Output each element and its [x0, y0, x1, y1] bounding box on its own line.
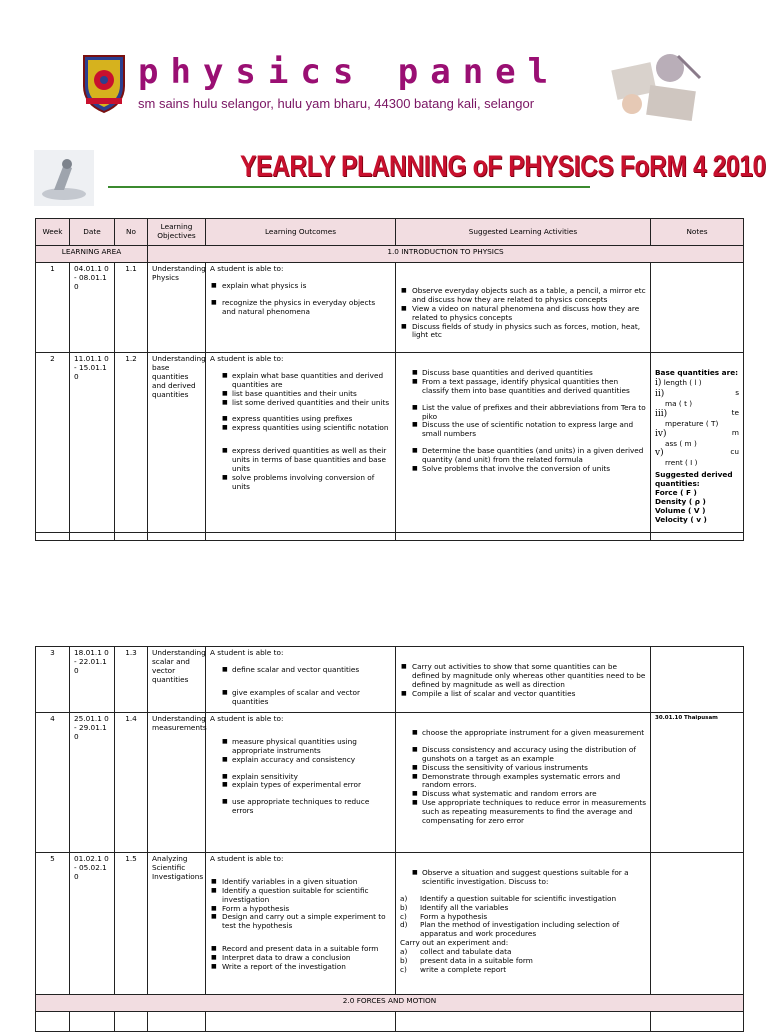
table-header-row	[36, 219, 744, 246]
week-cell: 2	[36, 353, 70, 533]
outcome-intro: A student is able to:	[210, 648, 284, 657]
activity-subitem: c) Form a hypothesis	[400, 911, 488, 921]
no-cell: 1.4	[115, 713, 148, 853]
table-row	[36, 647, 744, 713]
table-row	[36, 533, 744, 541]
date-cell: 04.01.1 0 - 08.01.1 0	[70, 263, 115, 353]
yearly-planning-title: YEARLY PLANNING oF PHYSICS FoRM 4 2010	[240, 150, 766, 183]
outcome-intro: A student is able to:	[210, 354, 284, 363]
learning-area-row	[36, 995, 744, 1012]
note-numeral: ii)	[655, 388, 665, 399]
outcome-item: ■ explain sensitivity	[210, 773, 391, 782]
date-cell: 11.01.1 0 - 15.01.1 0	[70, 353, 115, 533]
activity-item: ■ Demonstrate through examples systematic errors and random errors.	[400, 773, 646, 791]
outcome-item: ■ Identify variables in a given situation	[210, 878, 391, 887]
activity-item: ■ Carry out activities to show that some quantities can be defined by magnitude only whereas other quantities need to be defined by magnitude as well as direction	[400, 663, 646, 690]
no-cell: 1.5	[115, 853, 148, 995]
note-text: Velocity ( v )	[655, 514, 707, 524]
activity-item: ■ Discuss consistency and accuracy using the distribution of gunshots on a target as an example	[400, 746, 646, 764]
activities-cell	[396, 263, 651, 353]
yearly-plan-table-page-2	[35, 646, 744, 1032]
activity-subitem: a) Identify a question suitable for scientific investigation	[400, 893, 617, 903]
panel-title: physics panel	[138, 52, 561, 92]
activity-item: ■ Use appropriate techniques to reduce error in measurements such as repeating measurements to find the average and compensating for zero error	[400, 799, 646, 826]
objective-cell: Understanding base quantities and derived quantities	[148, 353, 206, 533]
table-row	[36, 1012, 744, 1032]
objective-cell: Understanding Physics	[148, 263, 206, 353]
outcome-item: ■ explain what base quantities and derived quantities are	[210, 372, 391, 390]
date-cell: 01.02.1 0 - 05.02.1 0	[70, 853, 115, 995]
note-text: ass ( m )	[665, 438, 697, 448]
outcome-item: ■ express derived quantities as well as their units in terms of base quantities and base units	[210, 447, 391, 474]
note-numeral: v)	[655, 448, 664, 459]
note-text: m	[731, 427, 739, 437]
activity-item: ■ Discuss the use of scientific notation to express large and small numbers	[400, 421, 646, 439]
date-cell: 18.01.1 0 - 22.01.1 0	[70, 647, 115, 713]
header-no: No	[115, 219, 148, 246]
school-crest-logo	[78, 52, 130, 114]
note-text: Density ( ρ )	[655, 496, 706, 506]
week-cell: 4	[36, 713, 70, 853]
no-cell: 1.1	[115, 263, 148, 353]
activity-sublist	[400, 948, 646, 975]
outcome-item: ■ give examples of scalar and vector quantities	[210, 689, 391, 707]
outcome-item: ■ Design and carry out a simple experiment to test the hypothesis	[210, 913, 391, 931]
physics-collage-image	[608, 48, 708, 126]
week-cell: 5	[36, 853, 70, 995]
activity-subitem: d) Plan the method of investigation including selection of apparatus and work procedures	[400, 920, 620, 939]
outcome-item: ■ explain what physics is	[210, 282, 391, 291]
note-text: Volume ( V )	[655, 505, 706, 515]
learning-area-title: 1.0 INTRODUCTION TO PHYSICS	[148, 246, 744, 263]
activities-cell	[396, 713, 651, 853]
table-row	[36, 263, 744, 353]
objective-cell: Analyzing Scientific Investigations	[148, 853, 206, 995]
note-text: length ( l )	[663, 377, 702, 387]
learning-area-row	[36, 246, 744, 263]
notes-derived-quantities: Suggested derived quantities:	[655, 470, 733, 489]
outcome-item: ■ use appropriate techniques to reduce errors	[210, 798, 391, 816]
outcome-item: ■ Interpret data to draw a conclusion	[210, 954, 391, 963]
no-cell: 1.2	[115, 353, 148, 533]
outcome-item: ■ explain types of experimental error	[210, 781, 391, 790]
outcome-item: ■ measure physical quantities using appropriate instruments	[210, 738, 391, 756]
activity-item: ■ Discuss what systematic and random errors are	[400, 790, 646, 799]
activity-sublist	[400, 895, 646, 939]
note-text: rrent ( I )	[665, 458, 698, 468]
outcome-item: ■ express quantities using prefixes	[210, 415, 391, 424]
notes-cell	[651, 647, 744, 713]
learning-area-label: LEARNING AREA	[36, 246, 148, 263]
activity-item: ■ Compile a list of scalar and vector quantities	[400, 690, 646, 699]
school-address: sm sains hulu selangor, hulu yam bharu, 44300 batang kali, selangor	[138, 96, 535, 111]
outcomes-cell	[206, 647, 396, 713]
activity-subitem: b) present data in a suitable form	[400, 956, 533, 966]
outcome-item: ■ Form a hypothesis	[210, 905, 391, 914]
header-suggested-activities: Suggested Learning Activities	[396, 219, 651, 246]
note-numeral: i)	[655, 377, 662, 388]
table-row	[36, 713, 744, 853]
outcome-item: ■ Record and present data in a suitable form	[210, 945, 391, 954]
activity-item: ■ Discuss fields of study in physics such as forces, motion, heat, light etc	[400, 323, 646, 341]
activity-item: ■ Observe everyday objects such as a table, a pencil, a mirror etc and discuss how they are related to physics concepts	[400, 287, 646, 305]
activity-item: ■ From a text passage, identify physical quantities then classify them into base quantities and derived quantities	[400, 378, 646, 396]
microscope-image	[34, 150, 94, 206]
activity-subitem: a) collect and tabulate data	[400, 947, 512, 957]
objective-cell: Understanding measurements	[148, 713, 206, 853]
notes-cell: 30.01.10 Thaipusam	[651, 713, 744, 853]
notes-cell	[651, 853, 744, 995]
outcomes-cell	[206, 853, 396, 995]
yearly-plan-table-page-1	[35, 218, 744, 541]
header-notes: Notes	[651, 219, 744, 246]
outcomes-cell	[206, 353, 396, 533]
activity-item: ■ Determine the base quantities (and units) in a given derived quantity (and unit) from the related formula	[400, 447, 646, 465]
header-learning-outcomes: Learning Outcomes	[206, 219, 396, 246]
notes-base-quantities: Base quantities are:	[655, 368, 739, 377]
outcome-intro: A student is able to:	[210, 714, 284, 723]
activity-experiment-lead: Carry out an experiment and:	[400, 938, 509, 948]
week-cell: 3	[36, 647, 70, 713]
date-cell: 25.01.1 0 - 29.01.1 0	[70, 713, 115, 853]
note-text: te	[731, 407, 739, 417]
outcome-item: ■ recognize the physics in everyday objects and natural phenomena	[210, 299, 391, 317]
outcomes-cell	[206, 713, 396, 853]
table-row	[36, 353, 744, 533]
learning-area-title: 2.0 FORCES AND MOTION	[36, 995, 744, 1012]
activity-item: ■ Observe a situation and suggest questions suitable for a scientific investigation. Discuss to:	[400, 869, 646, 887]
activity-item: ■ View a video on natural phenomena and discuss how they are related to physics concepts	[400, 305, 646, 323]
activity-subitem: b) Identify all the variables	[400, 902, 509, 912]
table-row	[36, 853, 744, 995]
outcome-item: ■ define scalar and vector quantities	[210, 666, 391, 675]
header-learning-objectives: Learning Objectives	[148, 219, 206, 246]
outcome-item: ■ list base quantities and their units	[210, 390, 391, 399]
header-date: Date	[70, 219, 115, 246]
outcome-item: ■ solve problems involving conversion of units	[210, 474, 391, 492]
note-text: mperature ( T)	[665, 418, 719, 428]
activity-item: ■ choose the appropriate instrument for a given measurement	[400, 729, 646, 738]
activity-item: ■ List the value of prefixes and their abbreviations from Tera to piko	[400, 404, 646, 422]
activity-item: ■ Solve problems that involve the conversion of units	[400, 465, 646, 474]
activities-cell	[396, 353, 651, 533]
header-week: Week	[36, 219, 70, 246]
note-text: cu	[730, 447, 739, 457]
note-numeral: iii)	[655, 408, 668, 419]
activity-item: ■ Discuss base quantities and derived quantities	[400, 369, 646, 378]
note-text: ma ( t )	[665, 398, 693, 408]
no-cell: 1.3	[115, 647, 148, 713]
outcome-item: ■ Identify a question suitable for scientific investigation	[210, 887, 391, 905]
note-text: Force ( F )	[655, 488, 697, 498]
activities-cell	[396, 853, 651, 995]
outcome-item: ■ list some derived quantities and their units	[210, 399, 391, 408]
note-text: s	[735, 387, 739, 397]
activity-item: ■ Discuss the sensitivity of various instruments	[400, 764, 646, 773]
week-cell: 1	[36, 263, 70, 353]
objective-cell: Understanding scalar and vector quantities	[148, 647, 206, 713]
outcome-item: ■ explain accuracy and consistency	[210, 756, 391, 765]
outcome-item: ■ express quantities using scientific notation	[210, 424, 391, 433]
outcome-intro: A student is able to:	[210, 854, 284, 863]
activities-cell	[396, 647, 651, 713]
outcome-intro: A student is able to:	[210, 264, 284, 273]
outcomes-cell	[206, 263, 396, 353]
outcome-item: ■ Write a report of the investigation	[210, 963, 391, 972]
notes-cell	[651, 263, 744, 353]
activity-subitem: c) write a complete report	[400, 964, 507, 974]
note-numeral: iv)	[655, 428, 667, 439]
notes-cell	[651, 353, 744, 533]
title-divider	[108, 186, 590, 188]
